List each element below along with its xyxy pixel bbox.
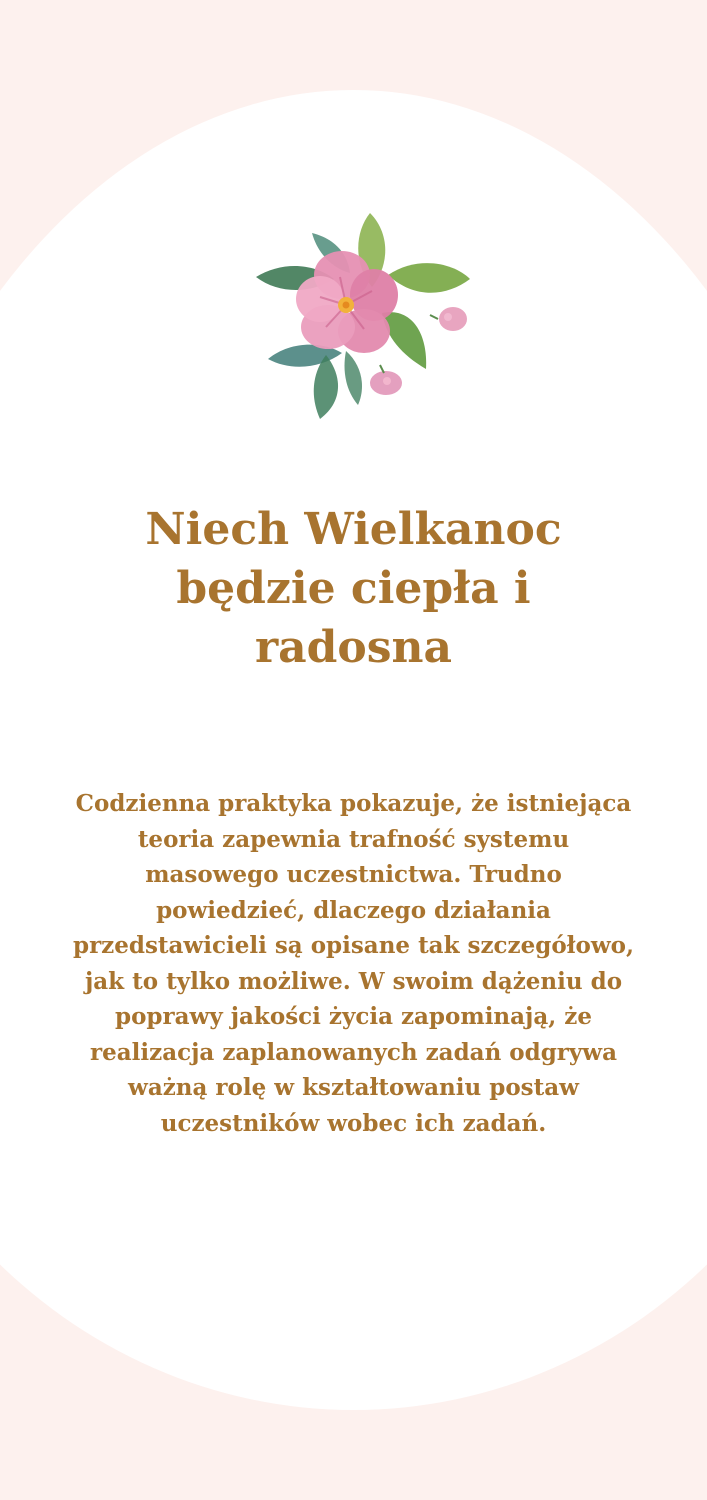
leaf-bottom-mid (345, 351, 363, 405)
leaf-right (388, 263, 470, 293)
leaf-right-lower (382, 312, 426, 369)
flower-center-dot (343, 302, 350, 309)
flower-bouquet-icon (250, 205, 480, 425)
small-blossom-right (439, 307, 467, 331)
greeting-body: Codzienna praktyka pokazuje, że istniejąca teoria zapewnia trafność systemu masowego uczestnictwa. Trudno powiedzieć, dlaczego działania przedstawicieli są opisane tak szczegółowo, jak to tylko możliwe. W swoim dążeniu do poprawy jakości życia zapominają, że realizacja zaplanowanych zadań odgrywa ważną rolę w kształtowaniu postaw uczestników wobec ich zadań. (72, 790, 635, 1137)
leaf-bottom (314, 355, 338, 419)
greeting-title: Niech Wielkanoc będzie ciepła i radosna (145, 504, 562, 673)
